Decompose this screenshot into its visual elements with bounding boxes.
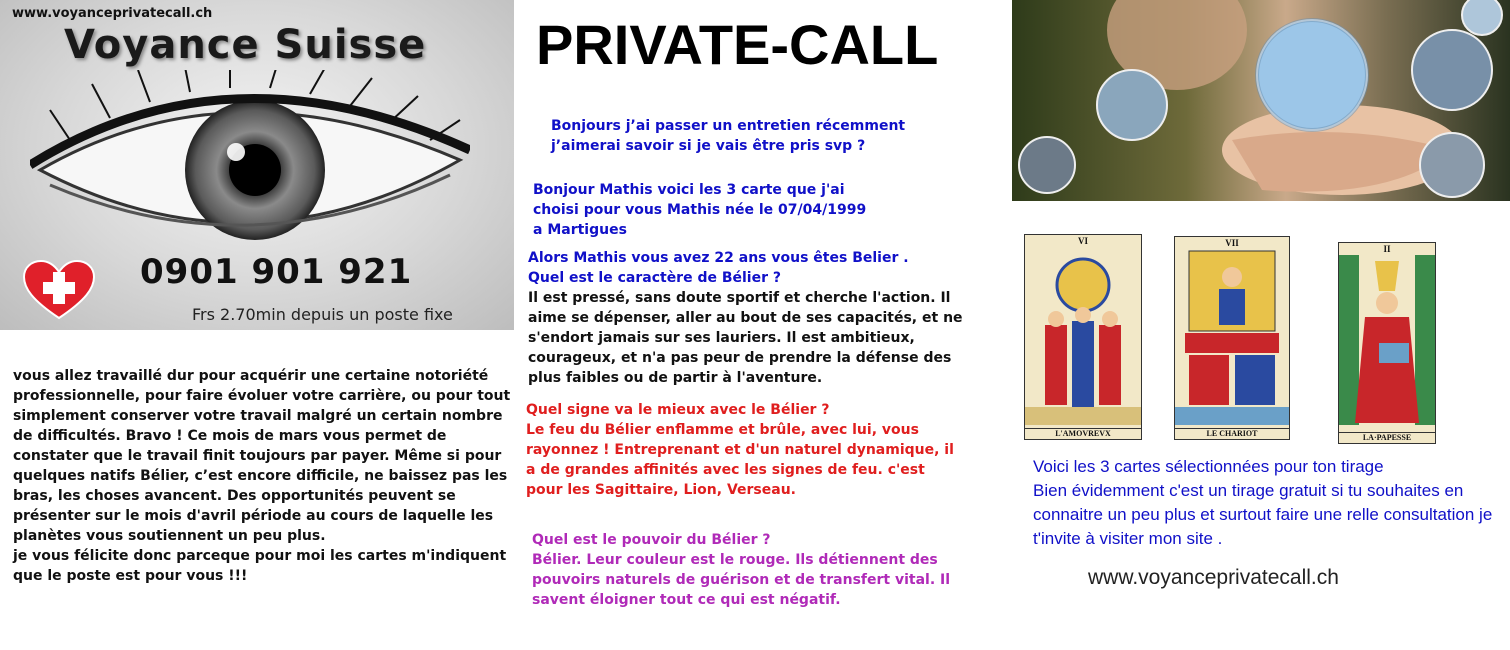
horoscope-text: vous allez travaillé dur pour acquérir une certaine notoriété professionnelle, pour faire évoluer votre carrière, ou pour tout simplement conserver votre travail malgré un certain nombre de difficultés. Bravo ! Ce mois de mars vous permet de constater que le travail finit toujours par payer. Même si pour quelques natifs Bélier, c’est encore difficile, ne baissez pas les bras, les choses avancent. Des opportunités peuvent se présenter sur le mois d'avril période au cours de laquelle les planètes vous soutiennent un peu plus. je vous félicite donc parceque pour moi les cartes m'indiquent que le poste est pour vous !!! bbox=[13, 368, 511, 584]
brand-title: Voyance Suisse bbox=[64, 22, 427, 68]
client-question: Bonjours j’ai passer un entretien récemment j’aimerai savoir si je vais être pris svp ? bbox=[551, 118, 906, 154]
card-name: LA·PAPESSE bbox=[1339, 432, 1435, 442]
swiss-heart-icon bbox=[22, 260, 96, 320]
site-url-bottom[interactable]: www.voyanceprivatecall.ch bbox=[1088, 566, 1339, 589]
compatibility-text: Quel signe va le mieux avec le Bélier ? Le feu du Bélier enflamme et brûle, avec lui, vous rayonnez ! Entreprenant et d'un naturel dynamique, il a de grandes affinités avec les signes de feu. c'est pour les Sagittaire, Lion, Verseau. bbox=[526, 402, 954, 498]
price-note: Frs 2.70min depuis un poste fixe bbox=[192, 305, 453, 324]
tirage-text: Voici les 3 cartes sélectionnées pour ton tirage Bien évidemment c'est un tirage gratuit si tu souhaites en connaitre un peu plus et surtout faire une relle consultation je t'invite à visiter mon site . bbox=[1033, 457, 1493, 548]
card-number: VII bbox=[1225, 238, 1239, 248]
eye-image bbox=[30, 70, 470, 260]
power-text: Quel est le pouvoir du Bélier ? Bélier. Leur couleur est le rouge. Ils détiennent des pouvoirs naturels de guérison et de transfert vital. Il savent éloigner tout ce qui est négatif. bbox=[532, 532, 951, 608]
voyance-banner bbox=[0, 0, 514, 330]
card-name: L'AMOVREVX bbox=[1025, 428, 1141, 438]
character-text: Il est pressé, sans doute sportif et cherche l'action. Il aime se dépenser, aller au bout de ses capacités, et ne s'endort jamais sur ses lauriers. Il est ambitieux, courageux, et n'a pas peur de prendre la défense des plus faibles ou de partir à l'aventure. bbox=[528, 290, 963, 386]
tarot-card-papess bbox=[1338, 242, 1436, 444]
tarot-card-lovers bbox=[1024, 234, 1142, 440]
page-title: PRIVATE-CALL bbox=[536, 13, 939, 76]
sign-heading: Alors Mathis vous avez 22 ans vous êtes Belier . Quel est le caractère de Bélier ? bbox=[528, 250, 909, 286]
card-name: LE CHARIOT bbox=[1175, 428, 1289, 438]
tarot-card-chariot bbox=[1174, 236, 1290, 440]
card-number: VI bbox=[1077, 236, 1088, 246]
site-url[interactable]: www.voyanceprivatecall.ch bbox=[12, 6, 213, 21]
crystal-ball-photo bbox=[1012, 0, 1510, 201]
reader-greeting: Bonjour Mathis voici les 3 carte que j'ai choisi pour vous Mathis née le 07/04/1999 a Martigues bbox=[533, 182, 867, 238]
phone-number: 0901 901 921 bbox=[140, 252, 413, 292]
card-number: II bbox=[1383, 244, 1391, 254]
